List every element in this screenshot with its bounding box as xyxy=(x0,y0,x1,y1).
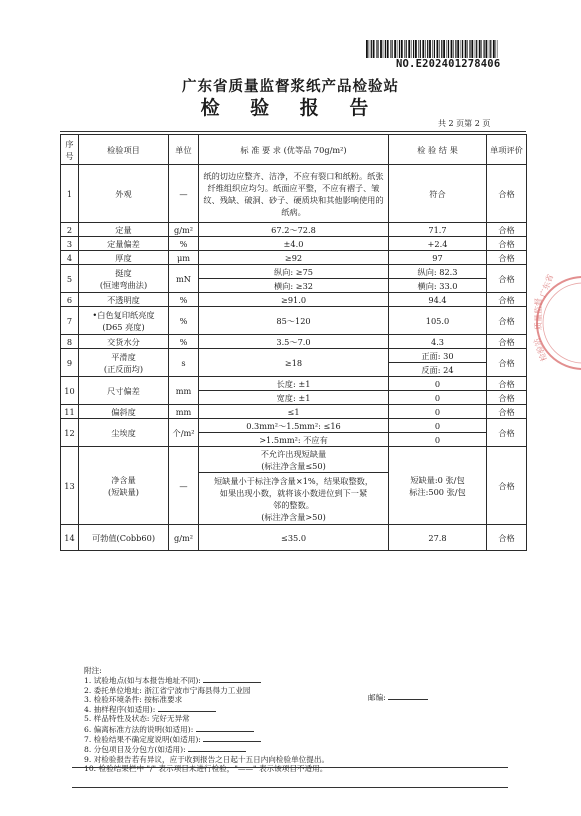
row-result: 71.7 xyxy=(389,223,487,237)
row-item xyxy=(79,349,169,377)
row-seq: 2 xyxy=(61,223,79,237)
row-standard: ±4.0 xyxy=(199,237,389,251)
header-judge: 单项评价 xyxy=(487,135,527,165)
row-result: 符合 xyxy=(389,165,487,223)
row-item-line1: •白色复印纸亮度 xyxy=(92,309,155,320)
row-item xyxy=(79,265,169,293)
row-unit: 个/m² xyxy=(169,419,199,447)
row-judge: 合格 xyxy=(487,165,527,223)
row-unit: — xyxy=(169,447,199,525)
svg-text:检验站: 检验站 xyxy=(532,336,549,363)
note-line xyxy=(84,734,329,744)
row-result: 27.8 xyxy=(389,525,487,551)
note-text: 8. 分包项目及分包方(如适用): xyxy=(84,745,186,755)
blank-line xyxy=(203,734,261,742)
note-line: 5. 样品特性及状态: 完好无异常 xyxy=(84,714,190,724)
row-unit: % xyxy=(169,307,199,335)
row-item: 偏斜度 xyxy=(79,405,169,419)
row-standard: ≤1 xyxy=(199,405,389,419)
inspection-table xyxy=(60,134,527,551)
row-standard: ≤35.0 xyxy=(199,525,389,551)
barcode-image xyxy=(366,40,498,58)
row-judge: 合格 xyxy=(487,223,527,237)
std-line: 如果出现小数，就将该小数进位到下一紧 xyxy=(219,487,368,498)
official-seal xyxy=(531,258,581,388)
page-info: 共 2 页第 2 页 xyxy=(438,119,491,128)
row-judge: 合格 xyxy=(487,251,527,265)
row-item-line1: 挺度 xyxy=(115,267,132,278)
table-row xyxy=(61,293,527,307)
row-standard-a: 纵向: ≥75 xyxy=(199,265,389,279)
row-standard-b: 宽度: ±1 xyxy=(199,391,389,405)
row-seq: 14 xyxy=(61,525,79,551)
row-item: 尺寸偏差 xyxy=(79,377,169,405)
row-judge: 合格 xyxy=(487,237,527,251)
row-unit: g/m² xyxy=(169,525,199,551)
row-result-a: 正面: 30 xyxy=(389,349,487,363)
header-unit: 单位 xyxy=(169,135,199,165)
row-unit: % xyxy=(169,293,199,307)
row-standard: ≥91.0 xyxy=(199,293,389,307)
row-standard-b: 横向: ≥32 xyxy=(199,279,389,293)
row-item: 不透明度 xyxy=(79,293,169,307)
row-judge: 合格 xyxy=(487,293,527,307)
blank-line xyxy=(388,692,428,700)
row-standard-a: 0.3mm²～1.5mm²: ≤16 xyxy=(199,419,389,433)
note-line xyxy=(84,675,329,685)
row-standard-b xyxy=(199,473,389,525)
note-line xyxy=(84,724,329,734)
row-judge: 合格 xyxy=(487,525,527,551)
row-judge-a: 合格 xyxy=(487,377,527,391)
table-row xyxy=(61,335,527,349)
row-result-b: 横向: 33.0 xyxy=(389,279,487,293)
row-seq: 11 xyxy=(61,405,79,419)
result-line: 短缺量:0 张/包 xyxy=(410,474,465,485)
row-item: 尘埃度 xyxy=(79,419,169,447)
result-line: 标注:500 张/包 xyxy=(409,486,466,497)
row-item: 交货水分 xyxy=(79,335,169,349)
blank-line xyxy=(196,724,254,732)
row-result-b: 0 xyxy=(389,391,487,405)
note-text: 7. 检验结果不确定度说明(如适用): xyxy=(84,735,201,745)
row-item: 定量 xyxy=(79,223,169,237)
row-seq: 7 xyxy=(61,307,79,335)
svg-text:质量监督: 质量监督 xyxy=(534,298,543,330)
blank-line xyxy=(158,704,216,712)
report-title: 检 验 报 告 xyxy=(200,97,381,119)
row-seq: 3 xyxy=(61,237,79,251)
row-standard: 3.5～7.0 xyxy=(199,335,389,349)
report-number: NO.E202401278406 xyxy=(396,58,501,70)
row-unit: mm xyxy=(169,405,199,419)
row-item-line2: (短缺量) xyxy=(108,486,139,497)
row-item-line2: (正反面均) xyxy=(103,363,144,374)
row-seq: 6 xyxy=(61,293,79,307)
note-line: 9. 对检验报告若有异议，应于收到报告之日起十五日内向检验单位提出。 xyxy=(84,754,330,764)
row-judge: 合格 xyxy=(487,307,527,335)
row-result-a: 0 xyxy=(389,419,487,433)
note-line xyxy=(84,744,329,754)
row-unit: mm xyxy=(169,377,199,405)
std-line: 不允许出现短缺量 xyxy=(260,448,327,459)
header-divider xyxy=(60,131,526,132)
row-result: 0 xyxy=(389,405,487,419)
notes-heading: 附注: xyxy=(84,666,102,675)
blank-line xyxy=(203,675,261,683)
table-row xyxy=(61,307,527,335)
table-row xyxy=(61,237,527,251)
note-line: 3. 检验环境条件: 按标准要求 xyxy=(84,694,183,704)
row-standard: 85～120 xyxy=(199,307,389,335)
row-result: +2.4 xyxy=(389,237,487,251)
table-row xyxy=(61,349,527,363)
header-standard: 标 准 要 求 (优等品 70g/m²) xyxy=(199,135,389,165)
table-row xyxy=(61,223,527,237)
row-unit: — xyxy=(169,165,199,223)
row-judge: 合格 xyxy=(487,405,527,419)
postcode-field xyxy=(368,692,428,703)
row-seq: 10 xyxy=(61,377,79,405)
row-unit: % xyxy=(169,237,199,251)
header-item: 检验项目 xyxy=(79,135,169,165)
row-result-a: 纵向: 82.3 xyxy=(389,265,487,279)
row-standard: 67.2～72.8 xyxy=(199,223,389,237)
std-line: (标注净含量≤50) xyxy=(261,460,326,471)
bottom-divider xyxy=(72,787,508,788)
row-result: 105.0 xyxy=(389,307,487,335)
table-row xyxy=(61,165,527,223)
row-result: 94.4 xyxy=(389,293,487,307)
row-unit: s xyxy=(169,349,199,377)
row-seq: 5 xyxy=(61,265,79,293)
note-text: 1. 试验地点(如与本报告地址不同): xyxy=(84,676,201,686)
row-unit: mN xyxy=(169,265,199,293)
table-row xyxy=(61,265,527,279)
table-row xyxy=(61,377,527,391)
table-header-row xyxy=(61,135,527,165)
row-item xyxy=(79,307,169,335)
row-seq: 4 xyxy=(61,251,79,265)
header-seq: 序号 xyxy=(61,135,79,165)
row-item-line1: 净含量 xyxy=(111,474,136,485)
row-judge-b: 合格 xyxy=(487,391,527,405)
table-row xyxy=(61,525,527,551)
note-line: 10. 检验结果栏中 "/" 表示项目未进行检验，"——" 表示该项目不适用。 xyxy=(84,763,328,773)
row-standard-a: 长度: ±1 xyxy=(199,377,389,391)
row-item-line1: 平滑度 xyxy=(111,351,136,362)
table-row xyxy=(61,447,527,473)
row-item xyxy=(79,447,169,525)
notes-section xyxy=(84,666,329,773)
row-item: 厚度 xyxy=(79,251,169,265)
organization-name: 广东省质量监督浆纸产品检验站 xyxy=(182,79,399,95)
row-result: 4.3 xyxy=(389,335,487,349)
bottom-divider xyxy=(72,767,508,768)
row-item-line2: (恒速弯曲法) xyxy=(99,279,148,290)
row-item: 外观 xyxy=(79,165,169,223)
row-standard-a xyxy=(199,447,389,473)
row-item-line2: (D65 亮度) xyxy=(102,321,145,332)
row-judge: 合格 xyxy=(487,447,527,525)
table-row xyxy=(61,251,527,265)
row-seq: 13 xyxy=(61,447,79,525)
note-line: 2. 委托单位地址: 浙江省宁波市宁海县得力工业园 xyxy=(84,685,251,695)
row-result-b: 反面: 24 xyxy=(389,363,487,377)
row-seq: 12 xyxy=(61,419,79,447)
note-text: 6. 偏离标准方法的说明(如适用): xyxy=(84,724,194,734)
row-judge: 合格 xyxy=(487,265,527,293)
row-item: 可勃值(Cobb60) xyxy=(79,525,169,551)
row-unit: μm xyxy=(169,251,199,265)
row-item: 定量偏差 xyxy=(79,237,169,251)
table-row xyxy=(61,419,527,433)
row-standard-b: >1.5mm²: 不应有 xyxy=(199,433,389,447)
std-line: (标注净含量>50) xyxy=(261,511,326,522)
row-judge: 合格 xyxy=(487,349,527,377)
row-unit: % xyxy=(169,335,199,349)
row-seq: 9 xyxy=(61,349,79,377)
row-result-a: 0 xyxy=(389,377,487,391)
row-standard: ≥18 xyxy=(199,349,389,377)
row-judge: 合格 xyxy=(487,335,527,349)
row-result: 97 xyxy=(389,251,487,265)
row-unit: g/m² xyxy=(169,223,199,237)
row-standard: ≥92 xyxy=(199,251,389,265)
table-row xyxy=(61,405,527,419)
row-seq: 1 xyxy=(61,165,79,223)
std-line: 邻的整数。 xyxy=(273,499,314,510)
row-result xyxy=(389,447,487,525)
blank-line xyxy=(188,744,246,752)
header-result: 检 验 结 果 xyxy=(389,135,487,165)
note-line xyxy=(84,704,329,714)
note-text: 4. 抽样程序(如适用): xyxy=(84,705,156,715)
row-result-b: 0 xyxy=(389,433,487,447)
row-judge: 合格 xyxy=(487,419,527,447)
row-standard: 纸的切边应整齐、洁净，不应有裂口和纸粉。纸张纤维组织应均匀。纸面应平整，不应有褶子、皱纹、残缺、破洞、砂子、硬质块和其他影响使用的纸病。 xyxy=(199,165,389,223)
svg-text:广东省: 广东省 xyxy=(538,273,556,299)
postcode-label: 邮编: xyxy=(368,693,386,702)
std-line: 短缺量小于标注净含量×1%，结果取整数， xyxy=(213,475,374,486)
row-seq: 8 xyxy=(61,335,79,349)
